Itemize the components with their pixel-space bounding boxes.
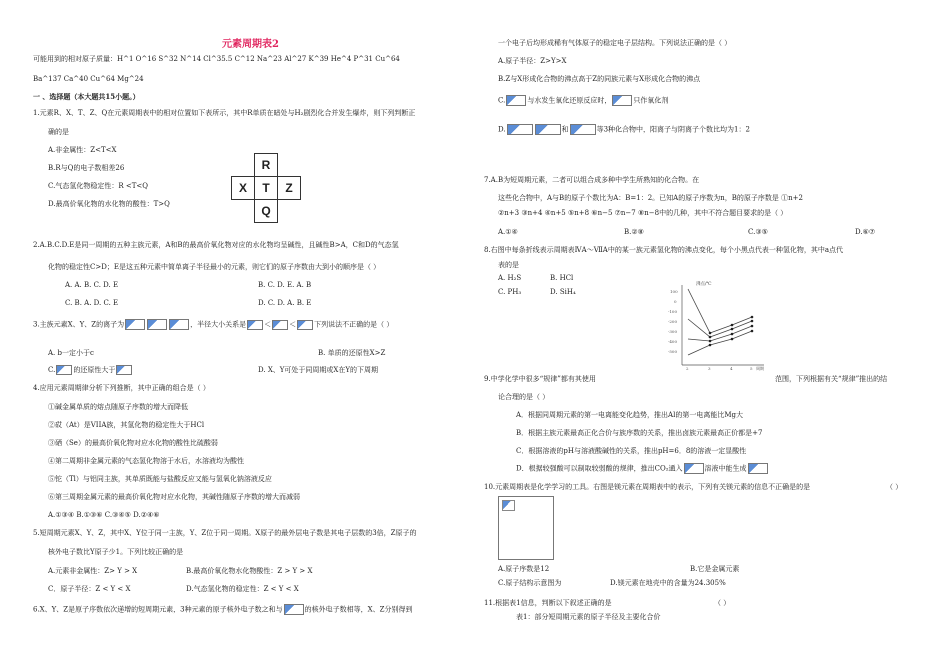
q10-option-c: C.原子结构示意图为 [498, 579, 562, 587]
q6-option-b: B.Z与X形成化合物的沸点高于Z的同族元素与X形成化合物的沸点 [498, 75, 701, 83]
grid-cell-q: Q [254, 199, 278, 223]
ion-formula-image [147, 319, 167, 330]
q5-stem-line1: 5.短周期元素X、Y、Z，其中X、Y位于同一主族，Y、Z位于同一周期。X原子的最外层电子数是其电子层数的3倍，Z原子的 [33, 529, 417, 537]
compound-formula-image [570, 124, 596, 135]
graph-point [751, 316, 754, 319]
graph-point [731, 324, 734, 327]
q8-option-b: B. HCl [550, 274, 574, 282]
q1-stem-line1: 1.元素R、X、T、Z、Q在元素周期表中的相对位置如下表所示，其中R单质在暗处与H₂剧烈化合并发生爆炸，则下列判断正 [33, 109, 416, 117]
q7-option-c: C.③⑤ [748, 228, 768, 236]
q9-option-b: B．根据主族元素最高正化合价与族序数的关系，推出卤族元素最高正价都是+7 [516, 429, 763, 437]
q1-option-c: C.气态氢化物稳定性：R <T<Q [48, 182, 148, 190]
q6-option-a: A.原子半径：Z>Y>X [498, 57, 567, 65]
atomic-masses-line1: 可能用到的相对原子质量：H^1 O^16 S^32 N^14 Cl^35.5 C^12 Na^23 Al^27 K^39 He^4 P^31 Cu^64 [33, 55, 400, 63]
q6-stem-b: 的核外电子数相等，X、Z分别得到 [304, 605, 413, 614]
q3-option-a: A. b一定小于c [48, 349, 94, 357]
q2-option-d: D. C. D. A. B. E [258, 299, 312, 307]
q6-option-d [498, 124, 750, 135]
q7-option-a: A.①④ [498, 228, 518, 236]
q3-stem-e: 下列说法不正确的是（ ） [314, 320, 394, 329]
q4-statement-6: ⑥第三周期金属元素的最高价氧化物对应水化物，其碱性随原子序数的增大而减弱 [48, 493, 300, 501]
graph-x-label: 周期 [756, 366, 764, 371]
q9-stem-b: 范围，下列根据有关“规律”推出的结 [775, 375, 888, 383]
q9-option-d-b: 溶液中能生成 [704, 464, 747, 473]
page-title: 元素周期表2 [222, 39, 279, 50]
ion-formula-image [116, 365, 132, 375]
q9-option-d-a: D．根据较强酸可以制取较弱酸的规律，推出CO₂通入 [516, 464, 683, 473]
q11-table-caption: 表1：部分短周期元素的原子半径及主要化合价 [516, 613, 661, 621]
ion-formula-image [247, 320, 263, 330]
q7-stem: 7.A.B为短周期元素，二者可以组合成多种中学生所熟知的化合物。在 [484, 176, 700, 184]
magnesium-element-figure [498, 496, 554, 560]
broken-image-icon [502, 500, 515, 511]
q6-option-c-c: 只作氧化剂 [633, 96, 669, 105]
graph-y-tick: -200 [668, 319, 677, 324]
q9-option-c: C．根据溶液的pH与溶液酸碱性的关系，推出pH=6．8的溶液一定显酸性 [516, 447, 747, 455]
q7-option-b: B.②⑧ [624, 228, 644, 236]
q7-option-d: D.⑥⑦ [855, 228, 876, 236]
q1-option-a: A.非金属性：Z<T<X [48, 146, 117, 154]
graph-y-tick: 0 [674, 299, 677, 304]
graph-y-tick: -100 [668, 309, 677, 314]
graph-point [731, 338, 734, 341]
graph-point [731, 328, 734, 331]
q9-stem-line2: 论合理的是（ ） [498, 393, 550, 401]
q10-option-b: B.它是金属元素 [690, 565, 740, 573]
q6-stem-a: 6.X、Y、Z是原子序数依次递增的短周期元素，3种元素的原子核外电子数之和与 [33, 605, 283, 614]
q4-statement-2: ②砹（At）是VIIA族，其氢化物的稳定性大于HCl [48, 421, 205, 429]
q1-option-b: B.R与Q的电子数相差26 [48, 164, 125, 172]
q4-options: A.①③④ B.①③⑥ C.③④⑤ D.②④⑥ [48, 511, 160, 519]
q5-option-d: D.气态氢化物的稳定性：Z < Y < X [186, 585, 299, 593]
graph-y-tick: 100 [670, 289, 678, 294]
graph-x-tick: 2 [686, 366, 689, 371]
graph-y-label: 沸点/℃ [696, 282, 712, 287]
q3-option-c [48, 365, 133, 375]
q1-option-d: D.最高价氧化物的水化物的酸性：T>Q [48, 200, 170, 208]
q10-option-a: A.原子序数是12 [498, 565, 550, 573]
graph-point [709, 332, 712, 335]
ion-formula-image [297, 320, 313, 330]
boiling-point-graph [652, 279, 770, 371]
q3-stem-c: ＜ [264, 320, 272, 329]
graph-series-line [688, 331, 752, 355]
q10-paren: （ ） [886, 483, 903, 491]
q8-stem-line2: 表的是 [498, 261, 519, 269]
compound-formula-image [507, 124, 533, 135]
q8-stem-line1: 8.右图中每条折线表示周期表ⅣA～ⅦA中的某一族元素氢化物的沸点变化，每个小黑点代表一种氢化物，其中a点代 [484, 246, 843, 254]
q8-option-a: A. H₂S [498, 274, 522, 282]
q10-option-d: D.镁元素在地壳中的含量为24.305% [610, 579, 726, 587]
q3-option-c-post: 的还原性大于 [73, 366, 116, 374]
q2-stem-line1: 2.A.B.C.D.E是同一周期的五种主族元素，A和B的最高价氧化物对应的水化物均呈碱性，且碱性B>A，C和D的气态氢 [33, 241, 399, 249]
graph-y-tick: -500 [668, 349, 677, 354]
compound-formula-image [535, 124, 561, 135]
ion-formula-image [56, 365, 72, 375]
q5-option-a: A.元素非金属性：Z> Y > X [48, 567, 138, 575]
ion-formula-image [125, 319, 145, 330]
q6-option-d-a: D. [498, 125, 506, 134]
graph-point [731, 333, 734, 336]
compound-formula-image [684, 463, 704, 474]
q10-stem: 10.元素周期表是化学学习的工具。右图是镁元素在周期表中的表示，下列有关镁元素的信息不正确是的是 [484, 483, 811, 491]
q6-option-c-a: C. [498, 96, 506, 105]
graph-x-tick: 4 [730, 366, 733, 371]
q3-stem-b: ，半径大小关系是 [190, 320, 247, 329]
q11-stem: 11.根据表1信息，判断以下叙述正确的是 [484, 599, 612, 607]
graph-series-line [688, 319, 752, 337]
grid-cell-x: X [231, 176, 255, 200]
q4-statement-5: ⑤铊（Tl）与铝同主族，其单质既能与盐酸反应又能与氢氧化钠溶液反应 [48, 475, 272, 483]
atomic-masses-line2: Ba^137 Ca^40 Cu^64 Mg^24 [33, 75, 144, 83]
q3-option-d: D. X、Y可处于同周期或X在Y的下周期 [258, 366, 379, 374]
graph-y-tick: -400 [668, 339, 677, 344]
q4-statement-1: ①碱金属单质的熔点随原子序数的增大而降低 [48, 403, 188, 411]
grid-cell-r: R [254, 153, 278, 177]
grid-cell-t: T [254, 176, 278, 200]
q6-option-c-b: 与水发生氧化还原反应时， [527, 96, 612, 105]
q8-option-c: C. PH₃ [498, 288, 522, 296]
boiling-point-graph-svg [652, 279, 770, 371]
q6-option-d-c: 等3种化合物中，阳离子与阴离子个数比均为1：2 [596, 125, 750, 134]
q2-option-b: B. C. D. E. A. B [258, 281, 312, 289]
q6-stem [33, 604, 412, 615]
graph-point [751, 330, 754, 333]
section-heading: 一 、选择题（本大题共15小题。） [33, 92, 140, 101]
q7-stem-line3: ②n+3 ③n+4 ④n+5 ⑤n+8 ⑥n−5 ⑦n−7 ⑧n−8中的几种，其中不符合题目要求的是（ ） [498, 209, 788, 217]
q4-stem: 4.应用元素周期律分析下列推断，其中正确的组合是（ ） [33, 384, 210, 392]
q6-option-c [498, 95, 668, 106]
graph-x-tick: 3 [708, 366, 711, 371]
q3-stem-d: ＜ [289, 320, 297, 329]
q3-option-b: B. 单质的还原性X>Z [318, 349, 386, 357]
q2-stem-line2: 化物的稳定性C>D；E是这五种元素中简单离子半径最小的元素，则它们的原子序数由大到小的顺序是（ ） [48, 263, 381, 271]
ion-formula-image [272, 320, 288, 330]
q6-option-d-b: 和 [561, 125, 569, 134]
compound-formula-image [612, 95, 632, 106]
q3-stem-a: 3.主族元素X、Y、Z的离子为 [33, 320, 125, 329]
graph-point [709, 340, 712, 343]
graph-point [751, 325, 754, 328]
q4-statement-3: ③硒（Se）的最高价氧化物对应水化物的酸性比硫酸弱 [48, 439, 218, 447]
q2-option-a: A. A. B. C. D. E [65, 281, 119, 289]
q6-continued-line1: 一个电子后均形成稀有气体原子的稳定电子层结构。下列说法正确的是（ ） [498, 39, 732, 47]
ion-formula-image [169, 319, 189, 330]
compound-formula-image [506, 95, 526, 106]
q9-stem-a: 9.中学化学中很多“规律”都有其使用 [484, 375, 596, 383]
q9-option-d [516, 463, 769, 474]
q1-stem-line2: 确的是 [48, 128, 69, 136]
grid-cell-z: Z [277, 176, 301, 200]
compound-formula-image [748, 463, 768, 474]
graph-point [709, 344, 712, 347]
q4-statement-4: ④第二周期非金属元素的气态氢化物溶于水后，水溶液均为酸性 [48, 457, 244, 465]
ion-formula-image [284, 604, 304, 615]
q2-option-c: C. B. A. D. C. E [65, 299, 119, 307]
q11-paren: （ ） [714, 599, 731, 607]
q3-option-c-pre: C. [48, 366, 56, 374]
q5-option-c: C．原子半径：Z < Y < X [48, 585, 131, 593]
graph-y-tick: -300 [668, 329, 677, 334]
graph-point [709, 336, 712, 339]
q7-stem-line2: 这些化合物中，A与B的原子个数比为A：B=1：2。已知A的原子序数为n，B的原子序数是 ①n+2 [498, 194, 803, 202]
q5-option-b: B.最高价氧化物水化物酸性：Z > Y > X [186, 567, 313, 575]
q5-stem-line2: 核外电子数比Y原子少1。下列比较正确的是 [48, 548, 184, 556]
q8-option-d: D. SiH₄ [550, 288, 576, 296]
q3-stem [33, 319, 393, 330]
q9-option-a: A．根据同周期元素的第一电离能变化趋势，推出Al的第一电离能比Mg大 [516, 411, 743, 419]
graph-x-tick: 5 [750, 366, 753, 371]
graph-point [751, 320, 754, 323]
